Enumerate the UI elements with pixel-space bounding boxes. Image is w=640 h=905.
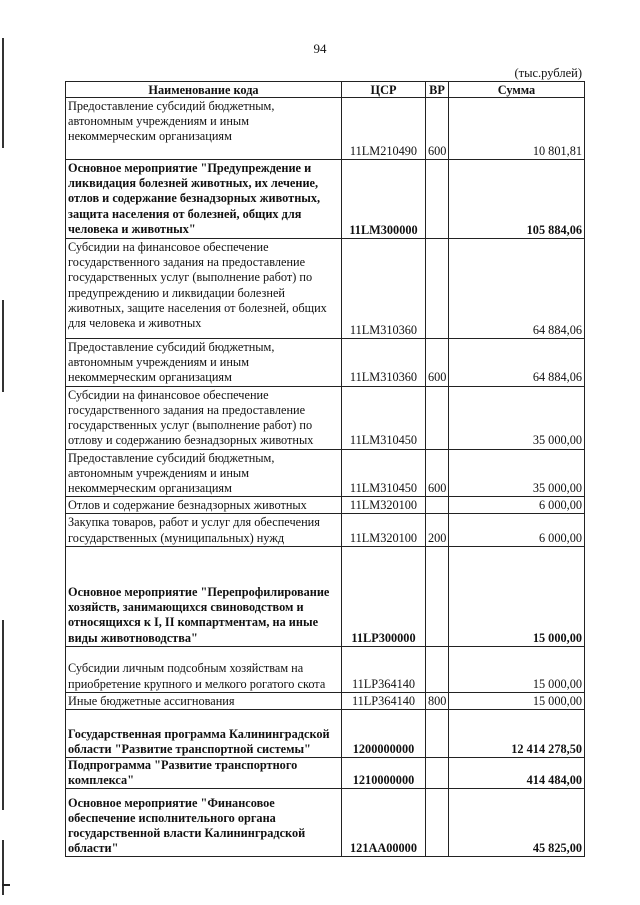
cell-sum: 35 000,00 bbox=[449, 449, 585, 497]
cell-vr bbox=[426, 646, 449, 692]
table-row bbox=[66, 692, 585, 709]
cell-code: 121AA00000 bbox=[342, 789, 426, 857]
header-code: ЦСР bbox=[342, 82, 426, 98]
budget-table bbox=[65, 81, 585, 857]
cell-vr bbox=[426, 160, 449, 239]
left-margin-tick bbox=[2, 884, 10, 886]
cell-name: Основное мероприятие "Предупреждение и ликвидация болезней животных, их лечение, отлов и содержание безнадзорных животных, защита населения от болезней, общих для человека и животных" bbox=[66, 160, 342, 239]
cell-code: 11LM300000 bbox=[342, 160, 426, 239]
units-label: (тыс.рублей) bbox=[514, 66, 582, 80]
header-vr: ВР bbox=[426, 82, 449, 98]
table-row bbox=[66, 789, 585, 857]
table-row bbox=[66, 646, 585, 692]
cell-vr: 200 bbox=[426, 514, 449, 546]
cell-sum: 64 884,06 bbox=[449, 239, 585, 339]
table-row bbox=[66, 98, 585, 160]
cell-code: 11LM310450 bbox=[342, 386, 426, 449]
cell-code: 1200000000 bbox=[342, 710, 426, 758]
cell-name: Отлов и содержание безнадзорных животных bbox=[66, 497, 342, 514]
table-row bbox=[66, 710, 585, 758]
table-row bbox=[66, 546, 585, 646]
cell-name: Предоставление субсидий бюджетным, автономным учреждениям и иным некоммерческим организациям bbox=[66, 449, 342, 497]
left-margin-bar bbox=[2, 620, 4, 810]
cell-name: Субсидии личным подсобным хозяйствам на приобретение крупного и мелкого рогатого скота bbox=[66, 646, 342, 692]
cell-sum: 414 484,00 bbox=[449, 758, 585, 789]
cell-code: 11LM210490 bbox=[342, 98, 426, 160]
table-row bbox=[66, 758, 585, 789]
table-row bbox=[66, 449, 585, 497]
cell-sum: 6 000,00 bbox=[449, 497, 585, 514]
cell-name: Субсидии на финансовое обеспечение государственного задания на предоставление государственных услуг (выполнение работ) по предупреждению и ликвидации болезней животных, защите населения от болезней, общих для человека и животных bbox=[66, 239, 342, 339]
table-row bbox=[66, 339, 585, 387]
table-row bbox=[66, 160, 585, 239]
table-header-row bbox=[66, 82, 585, 98]
cell-vr bbox=[426, 239, 449, 339]
cell-name: Иные бюджетные ассигнования bbox=[66, 692, 342, 709]
cell-vr: 800 bbox=[426, 692, 449, 709]
cell-sum: 15 000,00 bbox=[449, 692, 585, 709]
cell-sum: 10 801,81 bbox=[449, 98, 585, 160]
table-row bbox=[66, 239, 585, 339]
cell-code: 11LP364140 bbox=[342, 692, 426, 709]
cell-sum: 6 000,00 bbox=[449, 514, 585, 546]
cell-sum: 64 884,06 bbox=[449, 339, 585, 387]
cell-sum: 15 000,00 bbox=[449, 546, 585, 646]
cell-vr bbox=[426, 497, 449, 514]
left-margin-bar bbox=[2, 300, 4, 392]
table-row bbox=[66, 386, 585, 449]
cell-sum: 15 000,00 bbox=[449, 646, 585, 692]
cell-code: 11LM310360 bbox=[342, 339, 426, 387]
header-name: Наименование кода bbox=[66, 82, 342, 98]
cell-code: 11LM310360 bbox=[342, 239, 426, 339]
cell-vr: 600 bbox=[426, 98, 449, 160]
page-number: 94 bbox=[313, 41, 327, 56]
cell-name: Закупка товаров, работ и услуг для обеспечения государственных (муниципальных) нужд bbox=[66, 514, 342, 546]
cell-code: 1210000000 bbox=[342, 758, 426, 789]
cell-name: Предоставление субсидий бюджетным, автономным учреждениям и иным некоммерческим организациям bbox=[66, 98, 342, 160]
cell-vr bbox=[426, 758, 449, 789]
cell-vr: 600 bbox=[426, 339, 449, 387]
cell-vr bbox=[426, 789, 449, 857]
cell-name: Подпрограмма "Развитие транспортного комплекса" bbox=[66, 758, 342, 789]
table-row bbox=[66, 497, 585, 514]
cell-code: 11LM320100 bbox=[342, 497, 426, 514]
cell-code: 11LP300000 bbox=[342, 546, 426, 646]
cell-sum: 35 000,00 bbox=[449, 386, 585, 449]
cell-code: 11LP364140 bbox=[342, 646, 426, 692]
cell-name: Основное мероприятие "Финансовое обеспечение исполнительного органа государственной власти Калининградской области" bbox=[66, 789, 342, 857]
cell-name: Государственная программа Калининградской области "Развитие транспортной системы" bbox=[66, 710, 342, 758]
cell-vr: 600 bbox=[426, 449, 449, 497]
cell-name: Субсидии на финансовое обеспечение государственного задания на предоставление государственных услуг (выполнение работ) по отлову и содержанию безнадзорных животных bbox=[66, 386, 342, 449]
cell-name: Основное мероприятие "Перепрофилирование хозяйств, занимающихся свиноводством и относящихся к I, II компартментам, на иные виды животноводства" bbox=[66, 546, 342, 646]
cell-sum: 12 414 278,50 bbox=[449, 710, 585, 758]
cell-sum: 45 825,00 bbox=[449, 789, 585, 857]
cell-vr bbox=[426, 710, 449, 758]
header-sum: Сумма bbox=[449, 82, 585, 98]
cell-name: Предоставление субсидий бюджетным, автономным учреждениям и иным некоммерческим организациям bbox=[66, 339, 342, 387]
cell-code: 11LM310450 bbox=[342, 449, 426, 497]
cell-sum: 105 884,06 bbox=[449, 160, 585, 239]
cell-code: 11LM320100 bbox=[342, 514, 426, 546]
left-margin-bar bbox=[2, 840, 4, 895]
table-row bbox=[66, 514, 585, 546]
cell-vr bbox=[426, 546, 449, 646]
cell-vr bbox=[426, 386, 449, 449]
